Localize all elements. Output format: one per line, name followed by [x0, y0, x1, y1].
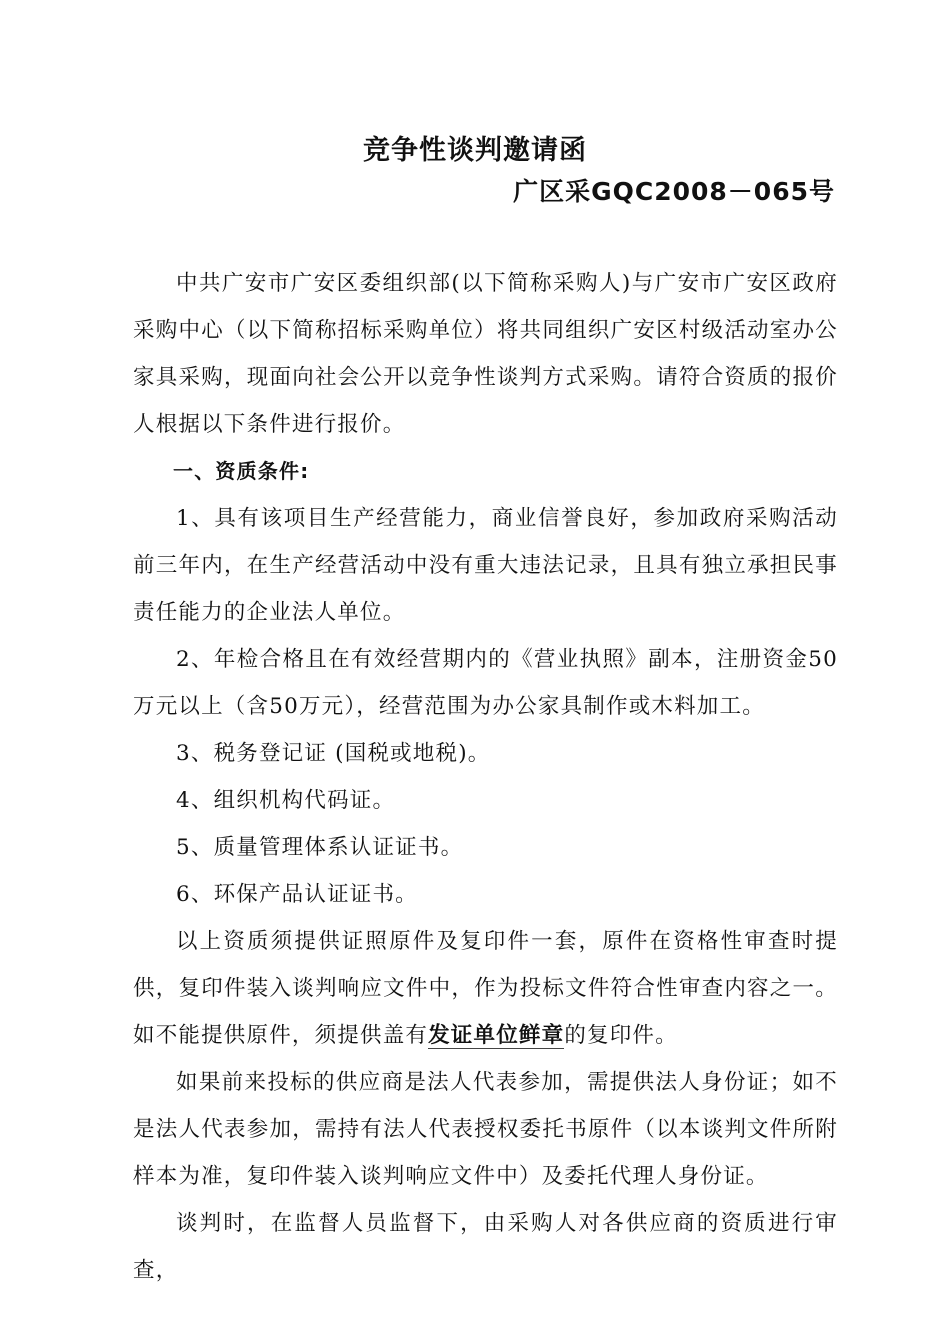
qualification-item-3: 3、税务登记证 (国税或地税)。 — [176, 741, 491, 766]
qualification-item-4: 4、组织机构代码证。 — [176, 788, 396, 813]
section-heading-qualifications: 一、资质条件: — [173, 459, 310, 483]
qualification-item-5: 5、质量管理体系认证证书。 — [176, 835, 464, 860]
review-paragraph: 谈判时，在监督人员监督下，由采购人对各供应商的资质进行审查， — [133, 1211, 838, 1283]
originals-paragraph — [133, 918, 838, 1059]
originals-text-start: 以上资质须提供证照原件及复印件一套，原件在资格性审查时提供，复印件装入谈判响应文件中，作为投标文件符合性审查内容之一。如不能提供原件，须提供盖有 — [133, 929, 838, 1048]
document-body — [133, 260, 838, 1294]
document-number: 广区采GQC2008－065号 — [513, 177, 835, 206]
originals-text-end: 的复印件。 — [564, 1023, 678, 1048]
qualification-item-6: 6、环保产品认证证书。 — [176, 882, 418, 907]
qualification-item-1: 1、具有该项目生产经营能力，商业信誉良好，参加政府采购活动前三年内，在生产经营活动中没有重大违法记录，且具有独立承担民事责任能力的企业法人单位。 — [133, 506, 838, 625]
issuer-seal-emphasis: 发证单位鲜章 — [428, 1023, 565, 1048]
qualification-item-2: 2、年检合格且在有效经营期内的《营业执照》副本，注册资金50万元以上（含50万元），经营范围为办公家具制作或木料加工。 — [133, 647, 838, 719]
intro-paragraph: 中共广安市广安区委组织部(以下简称采购人)与广安市广安区政府采购中心（以下简称招标采购单位）将共同组织广安区村级活动室办公家具采购，现面向社会公开以竞争性谈判方式采购。请符合资质的报价人根据以下条件进行报价。 — [133, 271, 838, 437]
representative-paragraph: 如果前来投标的供应商是法人代表参加，需提供法人身份证；如不是法人代表参加，需持有法人代表授权委托书原件（以本谈判文件所附样本为准，复印件装入谈判响应文件中）及委托代理人身份证。 — [133, 1070, 838, 1189]
document-title: 竞争性谈判邀请函 — [363, 135, 587, 166]
